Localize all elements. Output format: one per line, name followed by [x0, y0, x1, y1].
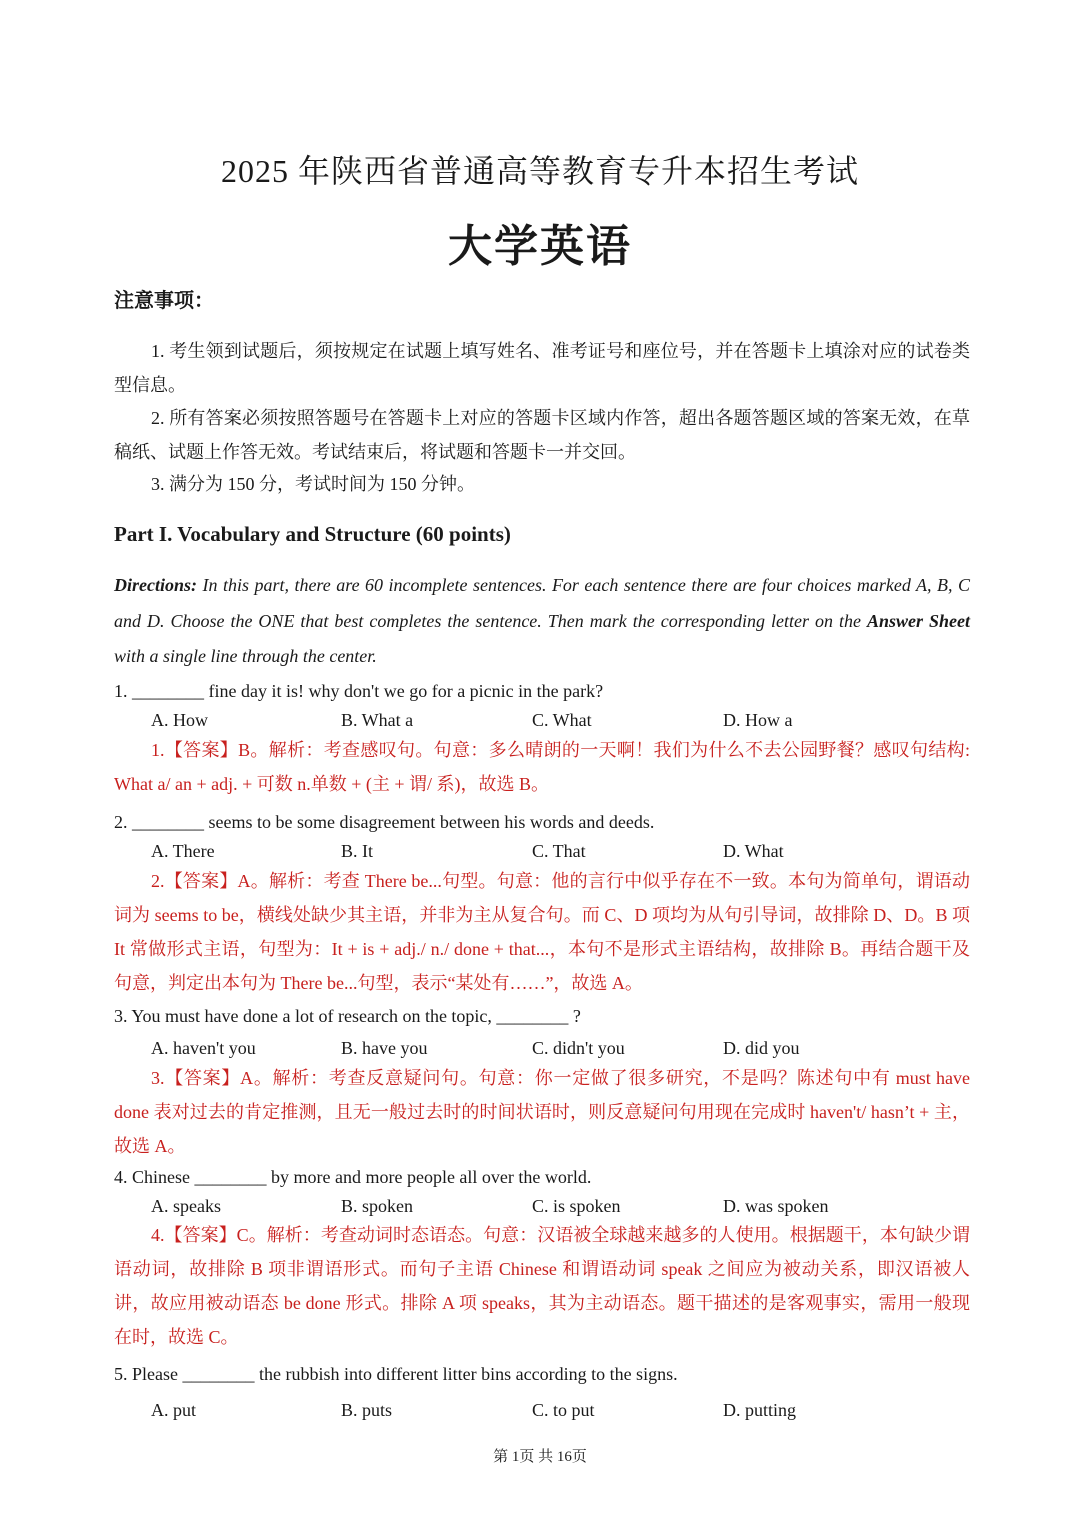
option-b: B. What a — [341, 710, 414, 730]
option-b: B. puts — [341, 1400, 393, 1420]
question-3-options — [151, 1038, 971, 1062]
notice-heading: 注意事项： — [114, 288, 214, 312]
subject-title: 大学英语 — [448, 221, 632, 272]
option-c: C. didn't you — [532, 1038, 625, 1058]
option-a: A. There — [151, 841, 215, 861]
question-2-stem: 2. ________ seems to be some disagreement between his words and deeds. — [114, 812, 655, 832]
question-3-stem: 3. You must have done a lot of research on the topic, ________ ? — [114, 1006, 581, 1026]
option-a: A. How — [151, 710, 208, 730]
option-c: C. is spoken — [532, 1196, 621, 1216]
option-b: B. It — [341, 841, 374, 861]
directions-text-1: In this part, there are 60 incomplete sentences. For each sentence there are four choices marked A, B, C and D. Choose the ONE that best completes the sentence. Then mark the corresponding letter on the — [114, 575, 970, 631]
question-1-answer: 1.【答案】B。解析：考查感叹句。句意：多么晴朗的一天啊！我们为什么不去公园野餐？感叹句结构: What a/ an + adj. + 可数 n.单数 + (主 + 谓/ 系)，故选 B。 — [114, 740, 970, 794]
option-d: D. What — [723, 841, 784, 861]
question-5-stem: 5. Please ________ the rubbish into different litter bins according to the signs. — [114, 1364, 678, 1384]
option-a: A. speaks — [151, 1196, 221, 1216]
option-a: A. haven't you — [151, 1038, 256, 1058]
exam-title: 2025 年陕西省普通高等教育专升本招生考试 — [220, 153, 859, 189]
directions-answer-sheet: Answer Sheet — [866, 610, 970, 631]
question-4-answer: 4.【答案】C。解析：考查动词时态语态。句意：汉语被全球越来越多的人使用。根据题干，本句缺少谓语动词，故排除 B 项非谓语形式。而句子主语 Chinese 和谓语动词 speak 之间应为被动关系，即汉语被人讲，故应用被动语态 be done 形式。排除 A 项 speaks，其为主动语态。题干描述的是客观事实，需用一般现在时，故选 C。 — [114, 1225, 970, 1347]
page-footer: 第 1页 共 16页 — [493, 1449, 587, 1465]
option-d: D. putting — [723, 1400, 797, 1420]
question-3-answer: 3.【答案】A。解析：考查反意疑问句。句意：你一定做了很多研究，不是吗？陈述句中有 must have done 表对过去的肯定推测，且无一般过去时的时间状语时，则反意疑问句用现在完成时 haven't/ hasn’t + 主，故选 A。 — [114, 1068, 970, 1156]
option-c: C. That — [532, 841, 586, 861]
option-d: D. did you — [723, 1038, 800, 1058]
option-d: D. was spoken — [723, 1196, 829, 1216]
option-d: D. How a — [723, 710, 793, 730]
option-c: C. What — [532, 710, 592, 730]
directions-paragraph — [114, 568, 970, 675]
option-b: B. have you — [341, 1038, 428, 1058]
notice-item-1: 1. 考生领到试题后，须按规定在试题上填写姓名、准考证号和座位号，并在答题卡上填涂对应的试卷类型信息。 — [114, 341, 970, 395]
directions-label: Directions: — [114, 575, 197, 595]
option-a: A. put — [151, 1400, 196, 1420]
question-1-stem: 1. ________ fine day it is! why don't we go for a picnic in the park? — [114, 681, 604, 701]
notice-item-3: 3. 满分为 150 分，考试时间为 150 分钟。 — [151, 474, 475, 494]
question-5-options — [151, 1400, 971, 1424]
option-c: C. to put — [532, 1400, 595, 1420]
question-2-options — [151, 841, 971, 865]
notice-item-2: 2. 所有答案必须按照答题号在答题卡上对应的答题卡区域内作答，超出各题答题区域的答案无效，在草稿纸、试题上作答无效。考试结束后，将试题和答题卡一并交回。 — [114, 408, 970, 462]
question-1-options — [151, 710, 971, 734]
question-4-stem: 4. Chinese ________ by more and more people all over the world. — [114, 1167, 592, 1187]
directions-text-2: with a single line through the center. — [114, 646, 377, 666]
part-heading: Part I. Vocabulary and Structure (60 points) — [114, 522, 511, 546]
question-2-answer: 2.【答案】A。解析：考查 There be...句型。句意：他的言行中似乎存在不一致。本句为简单句，谓语动词为 seems to be，横线处缺少其主语，并非为主从复合句。而 C、D 项均为从句引导词，故排除 D、D。B 项 It 常做形式主语，句型为：It + is + adj./ n./ done + that...，本句不是形式主语结构，故排除 B。再结合题干及句意，判定出本句为 There be...句型，表示“某处有……”，故选 A。 — [114, 871, 970, 993]
question-4-options — [151, 1196, 971, 1220]
option-b: B. spoken — [341, 1196, 413, 1216]
